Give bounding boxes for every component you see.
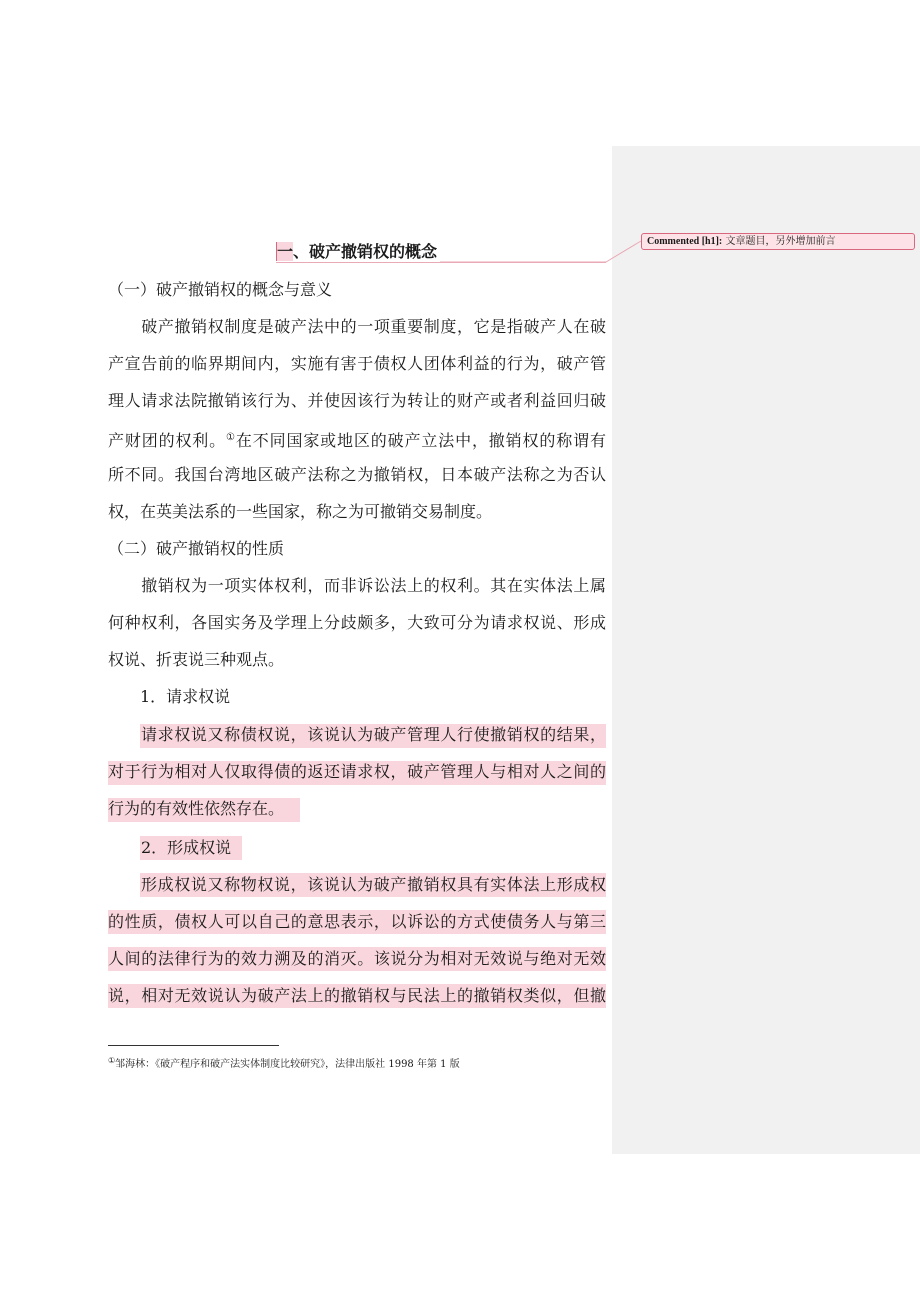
footnote-separator [108, 1045, 279, 1046]
comment-balloon[interactable] [641, 233, 915, 250]
subsection-title-2: 2．形成权说 [141, 838, 232, 857]
paragraph-4-line-2: 的性质，债权人可以自己的意思表示，以诉讼的方式使债务人与第三 [108, 912, 606, 931]
paragraph-1-line-4-end: 在不同国家或地区的破产立法中，撤销权的称谓有 [235, 431, 606, 450]
paragraph-3-line-2: 对于行为相对人仅取得债的返还请求权，破产管理人与相对人之间的 [108, 762, 606, 781]
paragraph-3-line-3: 行为的有效性依然存在。 [108, 799, 285, 818]
paragraph-4-line-1: 形成权说又称物权说，该说认为破产撤销权具有实体法上形成权 [141, 875, 606, 894]
footnote-mark: ① [108, 1056, 116, 1065]
paragraph-1-line-1: 破产撤销权制度是破产法中的一项重要制度，它是指破产人在破 [108, 317, 606, 336]
heading-text: 、破产撤销权的概念 [293, 242, 438, 261]
section-title-2: （二）破产撤销权的性质 [108, 539, 285, 558]
paragraph-1-line-6: 权，在英美法系的一些国家，称之为可撤销交易制度。 [108, 502, 493, 521]
paragraph-1-line-4-start: 产财团的权利。 [108, 431, 227, 450]
comment-text[interactable]: 文章题目，另外增加前言 [725, 236, 836, 247]
paragraph-1-line-4 [108, 427, 606, 452]
paragraph-2-line-2: 何种权利，各国实务及学理上分歧颇多，大致可分为请求权说、形成 [108, 613, 606, 632]
page-title [276, 242, 437, 262]
comment-anchor-underline [276, 262, 606, 263]
paragraph-4-line-4: 说，相对无效说认为破产法上的撤销权与民法上的撤销权类似，但撤 [108, 986, 606, 1005]
paragraph-2-line-1: 撤销权为一项实体权利，而非诉讼法上的权利。其在实体法上属 [108, 576, 606, 595]
paragraph-3-line-1: 请求权说又称债权说，该说认为破产管理人行使撤销权的结果， [141, 725, 606, 744]
comment-pane [612, 146, 920, 1154]
subsection-title-1: 1．请求权说 [108, 687, 231, 706]
footnote-reference[interactable]: ① [226, 432, 236, 443]
paragraph-1-line-2: 产宣告前的临界期间内，实施有害于债权人团体利益的行为，破产管 [108, 354, 606, 373]
footnote-text: 邹海林：《破产程序和破产法实体制度比较研究》，法律出版社 1998 年第 1 版 [115, 1059, 460, 1070]
comment-author: Commented [h1]: [647, 236, 723, 247]
footnote [108, 1054, 460, 1072]
commented-heading-char[interactable]: 一 [277, 242, 294, 261]
paragraph-2-line-3: 权说、折衷说三种观点。 [108, 650, 285, 669]
section-title-1: （一）破产撤销权的概念与意义 [108, 280, 333, 299]
paragraph-1-line-3: 理人请求法院撤销该行为、并使因该行为转让的财产或者利益回归破 [108, 391, 606, 410]
paragraph-4-line-3: 人间的法律行为的效力溯及的消灭。该说分为相对无效说与绝对无效 [108, 949, 606, 968]
paragraph-1-line-5: 所不同。我国台湾地区破产法称之为撤销权，日本破产法称之为否认 [108, 465, 606, 484]
